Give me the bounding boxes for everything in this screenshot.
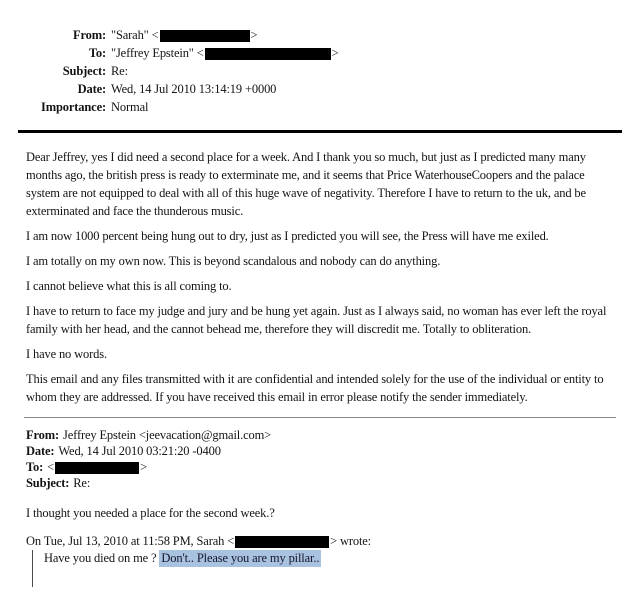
header-row-subject (28, 62, 614, 80)
email-header-quoted (26, 427, 614, 491)
quoted-to-prefix: < (47, 460, 55, 474)
quoted-email-message: I thought you needed a place for the second week.? (26, 506, 275, 520)
quoted-to-label: To: (26, 460, 44, 474)
body-paragraph: Dear Jeffrey, yes I did need a second place for a week. And I thank you so much, but just as I predicted many many months ago, the british press is ready to exterminate me, and it seems that Price WaterhouseCoopers and the palace system are not equipped to deal with all of this huge wave of negativity. Therefore I have to return to the uk, and be exterminated and face the thunderous music. (26, 150, 586, 218)
header-row-from (28, 26, 614, 44)
body-paragraph: I am now 1000 percent being hung out to dry, just as I predicted you will see, the Press will have me exiled. (26, 229, 549, 243)
attribution-suffix: > wrote: (330, 534, 372, 548)
to-value (111, 44, 614, 62)
quoted-subject-value: Re: (73, 476, 91, 490)
quoted-row-to (26, 459, 614, 475)
from-value-suffix: > (250, 28, 258, 42)
to-value-suffix: > (331, 46, 339, 60)
body-paragraph: I am totally on my own now. This is beyond scandalous and nobody can do anything. (26, 254, 441, 268)
from-value-prefix: "Sarah" < (111, 28, 159, 42)
from-value (111, 26, 614, 44)
quoted-from-value: Jeffrey Epstein <jeevacation@gmail.com> (63, 428, 272, 442)
quoted-message-block (32, 550, 614, 587)
redaction-bar-quoted-to-address (55, 462, 139, 474)
from-label: From: (72, 28, 106, 42)
quoted-from-label: From: (26, 428, 60, 442)
quote-attribution-line (26, 532, 614, 550)
quote-plain-text: Have you died on me ? (44, 551, 160, 565)
date-label: Date: (77, 82, 106, 96)
header-row-to (28, 44, 614, 62)
to-label: To: (88, 46, 106, 60)
body-paragraph: I have to return to face my judge and jury and be hung yet again. Just as I always said, no woman has ever left the royal family with her head, and the cannot behead me, therefore they will discredit me. Totally to obliteration. (26, 304, 607, 336)
header-row-date (28, 80, 614, 98)
importance-value: Normal (111, 100, 149, 114)
quoted-date-label: Date: (26, 444, 55, 458)
quoted-date-value: Wed, 14 Jul 2010 03:21:20 -0400 (58, 444, 221, 458)
to-value-prefix: "Jeffrey Epstein" < (111, 46, 204, 60)
redaction-bar-from-address (160, 30, 250, 42)
quoted-subject-label: Subject: (26, 476, 70, 490)
selected-text[interactable]: Don't.. Please you are my pillar.. (161, 551, 320, 565)
quoted-row-subject (26, 475, 614, 491)
subject-label: Subject: (62, 64, 106, 78)
body-paragraph: I have no words. (26, 347, 107, 361)
redaction-bar-to-address (205, 48, 331, 60)
redaction-bar-sarah-address (235, 536, 329, 548)
body-paragraph: I cannot believe what this is all coming to. (26, 279, 232, 293)
importance-label: Importance: (40, 100, 106, 114)
quoted-to-suffix: > (140, 460, 147, 474)
confidentiality-notice: This email and any files transmitted with it are confidential and intended solely for the use of the individual or entity to whom they are addressed. If you have received this email in error please notify the sender immediately. (26, 372, 604, 404)
subject-value: Re: (111, 64, 128, 78)
email-header-top (28, 26, 614, 116)
quoted-email-divider (24, 417, 616, 418)
date-value: Wed, 14 Jul 2010 13:14:19 +0000 (111, 82, 277, 96)
email-body (26, 148, 614, 406)
header-body-divider (18, 130, 622, 133)
header-row-importance (28, 98, 614, 116)
quoted-row-from (26, 427, 614, 443)
quoted-row-date (26, 443, 614, 459)
attribution-prefix: On Tue, Jul 13, 2010 at 11:58 PM, Sarah < (26, 534, 235, 548)
